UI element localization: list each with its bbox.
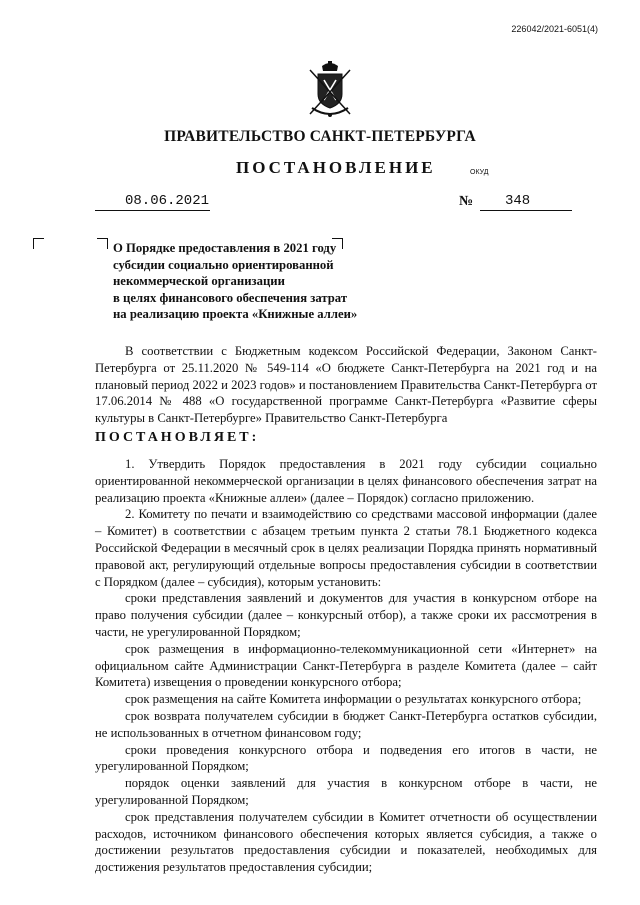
sub-item: порядок оценки заявлений для участия в конкурсном отборе в части, не урегулированной Порядком; <box>95 776 597 807</box>
sub-item: срок возврата получателем субсидии в бюджет Санкт-Петербурга остатков субсидии, не использованных в отчетном финансовом году; <box>95 708 597 740</box>
preamble: В соответствии с Бюджетным кодексом Российской Федерации, Законом Санкт-Петербурга от 25.11.2020 № 549-114 «О бюджете Санкт-Петербурга на 2021 год и на плановый период 2022 и 2023 годов» и постановлением Правительства Санкт-Петербурга от 17.06.2014 № 488 «О государственной программе Санкт-Петербурга «Развитие сферы культуры в Санкт-Петербурге» Правительство Санкт-Петербурга <box>95 344 597 426</box>
number-underline <box>480 210 572 211</box>
coat-of-arms-icon <box>304 60 356 122</box>
sub-item: срок представления получателем субсидии в Комитет отчетности об осуществлении расходов, источником финансового обеспечения которых является субсидия, а также о достижении результатов предоставления субсидии и показателей, необходимых для достижения результатов предоставления субсидии; <box>95 809 597 875</box>
title-line: в целях финансового обеспечения затрат <box>113 290 348 305</box>
document-type: ПОСТАНОВЛЕНИЕ <box>236 158 436 177</box>
date-underline <box>95 210 210 211</box>
document-date: 08.06.2021 <box>125 193 210 209</box>
body-items <box>95 456 597 876</box>
sub-item: сроки проведения конкурсного отбора и подведения его итогов в части, не урегулированной Порядком; <box>95 742 597 774</box>
left-corner-bracket <box>33 238 44 249</box>
sub-item: срок размещения в информационно-телекоммуникационной сети «Интернет» на официальном сайте Администрации Санкт-Петербурга в разделе Комитета (далее – сайт Комитета) извещения о проведении конкурсного отбора; <box>95 641 597 690</box>
item-2: 2. Комитету по печати и взаимодействию со средствами массовой информации (далее – Комитет) в соответствии с абзацем третьим пункта 2 статьи 78.1 Бюджетного кодекса Российской Федерации в месячный срок в целях реализации Порядка принять нормативный правовой акт, регулирующий отдельные вопросы предоставления субсидии в соответствии с Порядком (далее – субсидия), которым установить: <box>95 507 597 589</box>
title-left-bracket <box>97 238 108 249</box>
document-id: 226042/2021-6051(4) <box>511 24 598 34</box>
title-line: О Порядке предоставления в 2021 году <box>113 241 337 255</box>
sub-item: сроки представления заявлений и документов для участия в конкурсном отборе на право получения субсидии (далее – конкурсный отбор), а также сроки их рассмотрения в части, не урегулированной Порядком; <box>95 591 597 639</box>
sub-item: срок размещения на сайте Комитета информации о результатах конкурсного отбора; <box>125 692 582 707</box>
title-line: на реализацию проекта «Книжные аллеи» <box>113 307 358 321</box>
title-line: субсидии социально ориентированной <box>113 257 334 272</box>
organization-title: ПРАВИТЕЛЬСТВО САНКТ-ПЕТЕРБУРГА <box>164 128 476 145</box>
title-line: некоммерческой организации <box>113 274 285 288</box>
decree-heading: ПОСТАНОВЛЯЕТ: <box>95 430 260 445</box>
number-sign: № <box>459 194 474 209</box>
document-title <box>113 240 358 323</box>
document-number: 348 <box>505 193 531 209</box>
okud-label: ОКУД <box>470 169 489 176</box>
item-1: 1. Утвердить Порядок предоставления в 2021 году субсидии социально ориентированной некоммерческой организации в целях финансового обеспечения затрат на реализацию проекта «Книжные аллеи» (далее – Порядок) согласно приложению. <box>95 457 597 505</box>
